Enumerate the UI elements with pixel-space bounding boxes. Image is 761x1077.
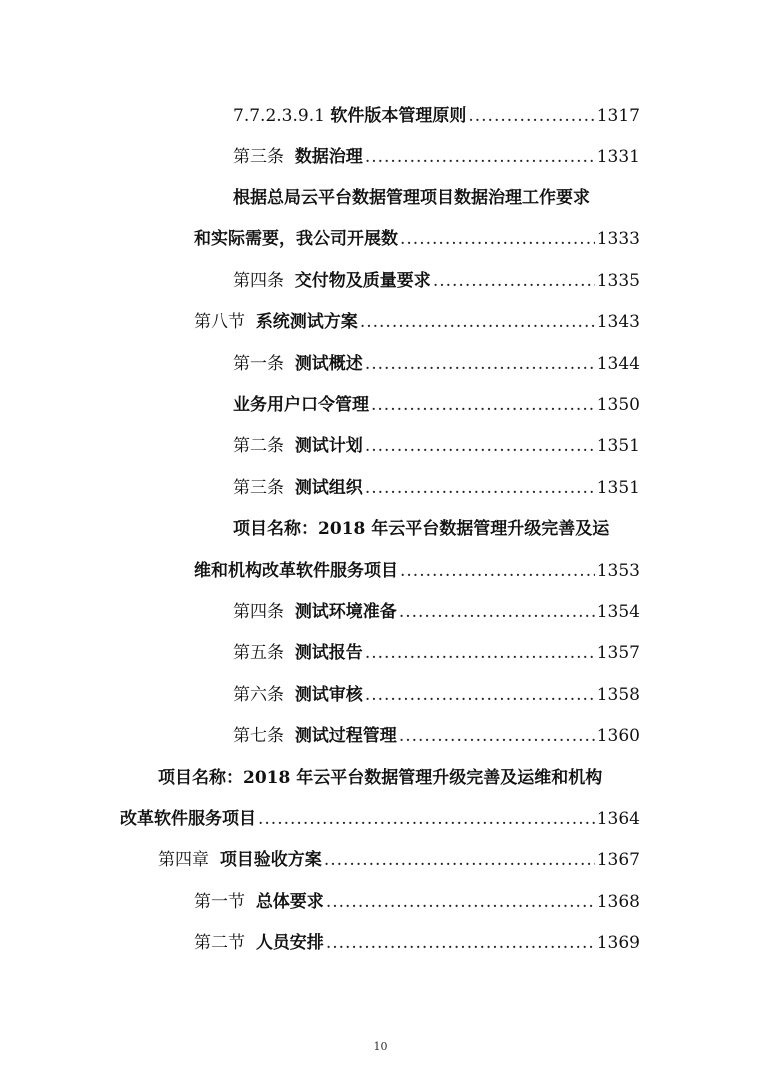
toc-entry-title: 测试概述 (294, 354, 363, 374)
page-footer-number: 10 (373, 1040, 388, 1053)
toc-entry[interactable] (194, 307, 640, 333)
toc-entry-title: 测试组织 (294, 478, 363, 498)
toc-entry-title-line2: 维和机构改革软件服务项目 (194, 561, 398, 581)
toc-page-number: 1333 (596, 229, 640, 249)
toc-entry[interactable] (194, 224, 640, 250)
toc-entry-title: 人员安排 (255, 933, 324, 953)
toc-entry[interactable] (233, 390, 640, 416)
toc-entry-title: 测试报告 (294, 643, 363, 663)
toc-entry[interactable] (194, 928, 640, 954)
toc-entry[interactable] (194, 556, 640, 582)
toc-entry-number: 第四条 (233, 602, 284, 622)
toc-entry-title-line1[interactable]: 项目名称：2018 年云平台数据管理升级完善及运 (233, 519, 610, 539)
toc-entry-number: 第三条 (233, 147, 284, 167)
toc-entry-title: 业务用户口令管理 (233, 395, 369, 415)
toc-entry-number: 第七条 (233, 726, 284, 746)
toc-entry[interactable] (158, 845, 640, 871)
toc-entry[interactable] (233, 101, 640, 127)
toc-entry[interactable] (233, 721, 640, 747)
toc-page-number: 1354 (596, 602, 640, 622)
toc-page-number: 1364 (596, 809, 640, 829)
toc-entry[interactable] (194, 887, 640, 913)
toc-entry-number: 第六条 (233, 685, 284, 705)
dot-leader (365, 685, 595, 705)
toc-entry-title: 总体要求 (255, 892, 324, 912)
toc-entry[interactable] (233, 473, 640, 499)
toc-entry-title: 系统测试方案 (255, 312, 358, 332)
toc-entry-title-line2: 改革软件服务项目 (120, 809, 256, 829)
toc-entry-title: 测试过程管理 (294, 726, 397, 746)
toc-entry[interactable] (233, 431, 640, 457)
dot-leader (326, 933, 595, 953)
dot-leader (399, 726, 595, 746)
dot-leader (433, 271, 595, 291)
dot-leader (400, 561, 595, 581)
toc-entry-number: 第五条 (233, 643, 284, 663)
toc-entry-title: 测试环境准备 (294, 602, 397, 622)
toc-entry-title: 数据治理 (294, 147, 363, 167)
toc-entry-number: 第四章 (158, 850, 209, 870)
dot-leader (400, 229, 595, 249)
toc-page-number: 1367 (596, 850, 640, 870)
toc-entry[interactable] (233, 597, 640, 623)
toc-page-number: 1335 (596, 271, 640, 291)
toc-page-number: 1369 (596, 933, 640, 953)
toc-entry-number: 第三条 (233, 478, 284, 498)
toc-entry-title-line1[interactable]: 根据总局云平台数据管理项目数据治理工作要求 (233, 188, 590, 208)
toc-entry[interactable] (233, 680, 640, 706)
toc-entry[interactable] (120, 804, 640, 830)
toc-entry-title: 测试计划 (294, 436, 363, 456)
dot-leader (324, 850, 595, 870)
toc-page-number: 1350 (596, 395, 640, 415)
toc-page-number: 1317 (596, 106, 640, 126)
toc-page-number: 1353 (596, 561, 640, 581)
dot-leader (326, 892, 595, 912)
dot-leader (360, 312, 595, 332)
toc-entry-title-line1[interactable]: 项目名称：2018 年云平台数据管理升级完善及运维和机构 (158, 768, 603, 788)
dot-leader (371, 395, 595, 415)
toc-page-number: 1351 (596, 436, 640, 456)
toc-page-number: 1351 (596, 478, 640, 498)
toc-entry-title: 测试审核 (294, 685, 363, 705)
toc-entry-number: 第二节 (194, 933, 245, 953)
dot-leader (399, 602, 595, 622)
dot-leader (365, 643, 595, 663)
toc-page-number: 1360 (596, 726, 640, 746)
toc-entry-number: 第四条 (233, 271, 284, 291)
toc-entry-title: 软件版本管理原则 (330, 106, 467, 126)
toc-entry-title: 项目验收方案 (219, 850, 322, 870)
toc-entry-title: 交付物及质量要求 (294, 271, 431, 291)
toc-entry[interactable] (233, 142, 640, 168)
dot-leader (468, 106, 594, 126)
toc-page-number: 1344 (596, 354, 640, 374)
toc-entry-number: 第二条 (233, 436, 284, 456)
dot-leader (365, 147, 595, 167)
toc-entry-number: 7.7.2.3.9.1 (233, 106, 325, 126)
toc-page-number: 1368 (596, 892, 640, 912)
toc-page-number: 1343 (596, 312, 640, 332)
toc-entry-number: 第一条 (233, 354, 284, 374)
toc-entry[interactable] (233, 638, 640, 664)
dot-leader (365, 436, 595, 456)
toc-entry[interactable] (233, 349, 640, 375)
dot-leader (258, 809, 595, 829)
toc-entry[interactable] (233, 266, 640, 292)
dot-leader (365, 478, 595, 498)
toc-page-number: 1357 (596, 643, 640, 663)
toc-entry-number: 第八节 (194, 312, 245, 332)
dot-leader (365, 354, 595, 374)
toc-page-number: 1331 (596, 147, 640, 167)
toc-entry-number: 第一节 (194, 892, 245, 912)
toc-page-number: 1358 (596, 685, 640, 705)
toc-entry-title-line2: 和实际需要，我公司开展数 (194, 229, 398, 249)
